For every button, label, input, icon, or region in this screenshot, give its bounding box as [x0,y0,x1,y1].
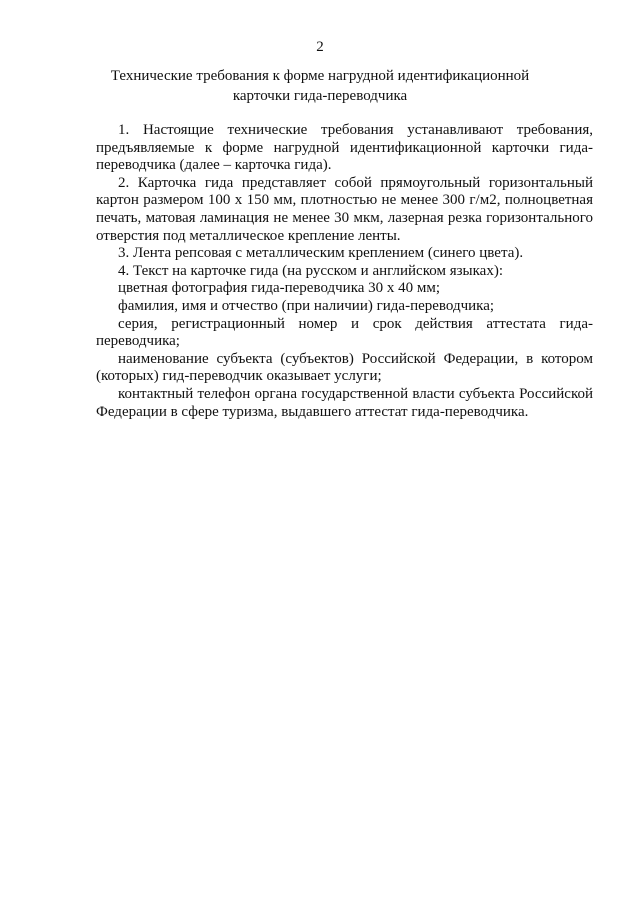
list-item-certificate: серия, регистрационный номер и срок действия аттестата гида-переводчика; [96,315,593,350]
list-item-region: наименование субъекта (субъектов) Российской Федерации, в котором (которых) гид-переводчик оказывает услуги; [96,350,593,385]
paragraph-4: 4. Текст на карточке гида (на русском и английском языках): [118,262,503,279]
page-number: 2 [316,39,324,55]
list-item-contact: контактный телефон органа государственной власти субъекта Российской Федерации в сфере туризма, выдавшего аттестат гида-переводчика. [96,385,593,420]
paragraph-2: 2. Карточка гида представляет собой прямоугольный горизонтальный картон размером 100 х 150 мм, плотностью не менее 300 г/м2, полноцветная печать, матовая ламинация не менее 30 мкм, лазерная резка горизонтального отверстия под металлическое крепление ленты. [96,174,593,244]
paragraph-3: 3. Лента репсовая с металлическим креплением (синего цвета). [118,245,524,262]
title-line-2: карточки гида-переводчика [232,87,408,104]
title-line-1: Технические требования к форме нагрудной идентификационной [110,68,530,84]
paragraph-1: 1. Настоящие технические требования устанавливают требования, предъявляемые к форме нагрудной идентификационной карточки гида-переводчика (далее – карточка гида). [96,122,593,174]
document-body [96,122,593,421]
list-item-photo: цветная фотография гида-переводчика 30 х 40 мм; [118,280,441,297]
document-title [0,67,640,106]
list-item-name: фамилия, имя и отчество (при наличии) гида-переводчика; [118,297,495,314]
